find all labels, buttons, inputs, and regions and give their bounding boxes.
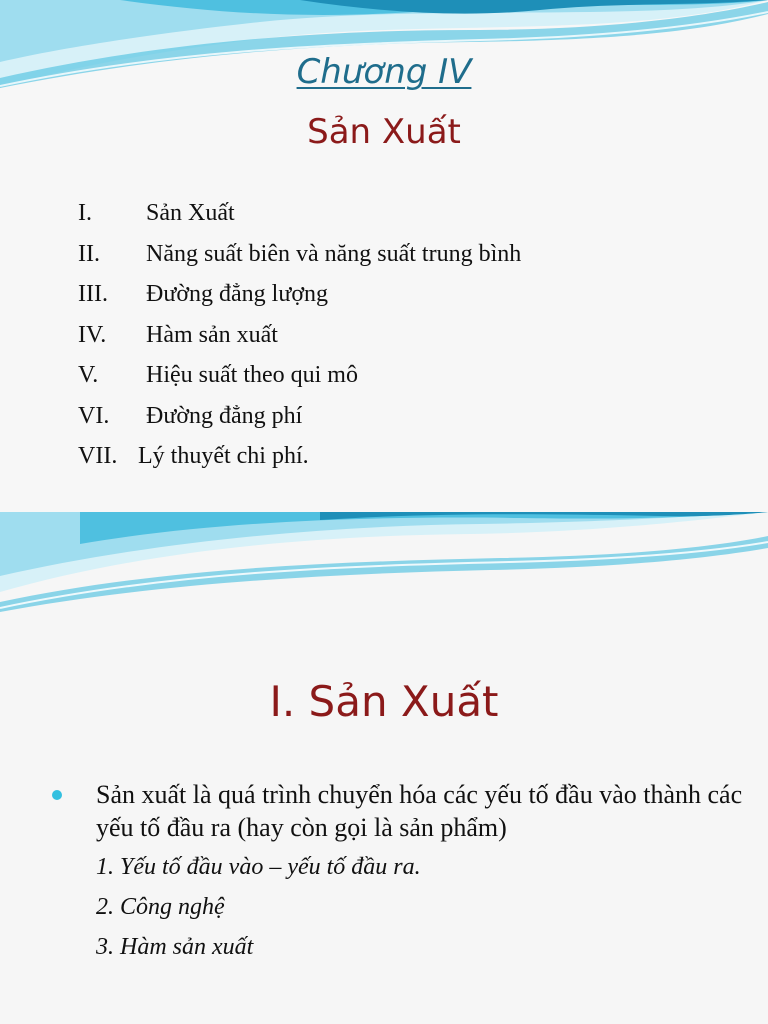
- toc-item: [78, 403, 718, 444]
- toc-number: III.: [78, 281, 108, 307]
- toc-item: [78, 200, 718, 241]
- toc-number: V.: [78, 362, 99, 388]
- sub-item: 2. Công nghệ: [96, 894, 225, 920]
- toc-item: [78, 362, 718, 403]
- toc-text: Đường đẳng lượng: [146, 281, 329, 307]
- toc-item: [78, 443, 718, 484]
- toc-number: II.: [78, 240, 100, 267]
- section-title: I. Sản Xuất: [269, 677, 499, 726]
- toc-number: VI.: [78, 402, 110, 429]
- sub-item: 1. Yếu tố đầu vào – yếu tố đầu ra.: [96, 854, 421, 880]
- toc-number: VII.: [78, 443, 118, 469]
- toc-text: Năng suất biên và năng suất trung bình: [146, 240, 522, 267]
- toc-text: Hàm sản xuất: [146, 321, 278, 348]
- slide-2: [0, 512, 768, 1024]
- toc-text: Lý thuyết chi phí.: [138, 443, 309, 469]
- wave-header-decoration: [0, 512, 768, 632]
- toc-number: I.: [78, 200, 92, 226]
- toc-item: [78, 281, 718, 322]
- table-of-contents: [78, 200, 718, 484]
- chapter-subtitle: Sản Xuất: [307, 112, 461, 152]
- toc-number: IV.: [78, 321, 107, 348]
- bullet-text: Sản xuất là quá trình chuyển hóa các yếu tố đầu vào thành các yếu tố đầu ra (hay còn gọi là sản phẩm): [96, 780, 743, 842]
- chapter-title: Chương IV: [296, 52, 472, 92]
- toc-item: [78, 322, 718, 363]
- toc-text: Sản Xuất: [146, 200, 235, 226]
- sub-item: 3. Hàm sản xuất: [96, 934, 254, 960]
- toc-item: [78, 241, 718, 282]
- toc-text: Đường đẳng phí: [146, 402, 303, 429]
- bullet-icon: [52, 790, 62, 800]
- toc-text: Hiệu suất theo qui mô: [146, 362, 358, 388]
